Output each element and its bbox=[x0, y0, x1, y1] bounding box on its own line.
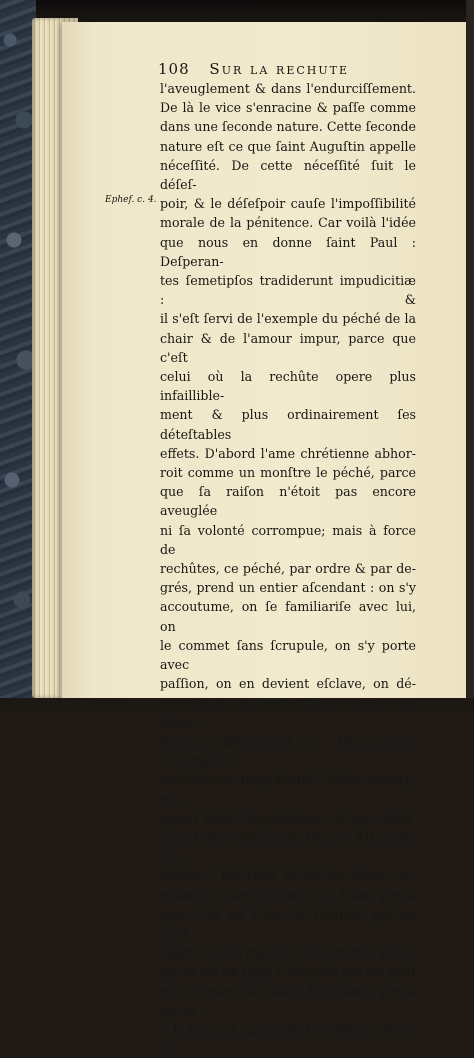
right-shadow bbox=[466, 0, 474, 712]
top-shadow bbox=[36, 0, 474, 24]
text-line: néceſſité. De cette néceſſité ſuit le déſeſ- bbox=[160, 157, 416, 193]
page-header bbox=[158, 60, 458, 78]
book-binding bbox=[0, 0, 36, 712]
text-line: prend ſaint Chryſoſtôme, de qui déſeſ- bbox=[160, 810, 416, 826]
text-line: le commet ſans ſcrupule, on s'y porte avec bbox=[160, 637, 416, 673]
text-line: tradiderunt impudicitiæ. Mais encore, re- bbox=[160, 772, 416, 807]
text-line: paſſion, on en devient eſclave, on dé- bbox=[160, 676, 416, 692]
text-line: donne abſolument : Deſperantes ſemetipſos bbox=[160, 733, 416, 769]
text-line: De là le vice s'enracine & paſſe comme bbox=[160, 100, 416, 116]
text-line: que nous en donne ſaint Paul : Deſperan- bbox=[160, 234, 416, 269]
text-line: il s'eſt ſervi de l'exemple du péché de la bbox=[160, 311, 416, 327]
page-body bbox=[160, 79, 416, 1058]
text-line: morale de la pénitence. Car voilà l'idée bbox=[160, 215, 416, 231]
text-line: roit comme un monſtre le péché, parce bbox=[160, 465, 416, 481]
text-line: qu'on eſt un ſujet d'iniquité qui ne peut bbox=[160, 964, 416, 980]
text-line: que c'eſt un Dieu de ſainteté qui ne peut bbox=[160, 906, 416, 941]
margin-note: Ephef. c. 4. bbox=[105, 195, 157, 205]
page-number: 108 bbox=[158, 60, 190, 78]
running-title: Sur la rechute bbox=[209, 60, 349, 78]
text-line: pere-t-on ? Eſt-ce de Dieu ? Eſt-ce de ſoi- bbox=[160, 829, 416, 865]
text-line: même ? De Dieu & de ſoi-même, re- bbox=[160, 868, 416, 884]
text-line: effets. D'abord l'ame chrétienne abhor- bbox=[160, 445, 416, 461]
text-line: approuver le mal; & de ſoi-même, parce bbox=[160, 945, 416, 961]
text-line: chair & de l'amour impur, parce que c'eſt bbox=[160, 330, 416, 365]
text-line: ment & plus ordinairement ſes déteſtables bbox=[160, 407, 416, 442]
text-line: ni ſa volonté corrompue; mais à force de bbox=[160, 522, 416, 557]
text-line: accoutume, on ſe familiariſe avec lui, on bbox=[160, 599, 416, 634]
text-line: dans une ſeconde nature. Cette ſeconde bbox=[160, 119, 416, 135]
text-line: rechûtes, ce péché, par ordre & par de- bbox=[160, 561, 416, 577]
text-line: a ſi ſouvent abuſé de ſa miſéricorde & de bbox=[160, 1021, 416, 1057]
text-line: que ſa raiſon n'étoit pas encore aveuglée bbox=[160, 484, 416, 519]
text-line: nature eſt ce que ſaint Auguſtin appelle bbox=[160, 138, 416, 154]
text-line: celui où la rechûte opere plus infaillible- bbox=[160, 369, 416, 404]
text-line: tes ſemetipſos tradiderunt impudicitiæ : & bbox=[160, 273, 416, 308]
text-line: l'aveuglement & dans l'endurciſſement. bbox=[160, 81, 416, 96]
text-line: grés, prend un entier aſcendant : on s'y bbox=[160, 580, 416, 596]
text-line: ſeſpere de le pouvoir vaincre, on s'y aban- bbox=[160, 695, 416, 730]
text-line: prend ce ſaint docteur. De Dieu, parce bbox=[160, 887, 416, 903]
text-line: plus aimer le bien. De Dieu, parce qu'on bbox=[160, 983, 416, 1018]
text-line: poir, & le déſeſpoir cauſe l'impoſſibilité bbox=[160, 196, 416, 212]
